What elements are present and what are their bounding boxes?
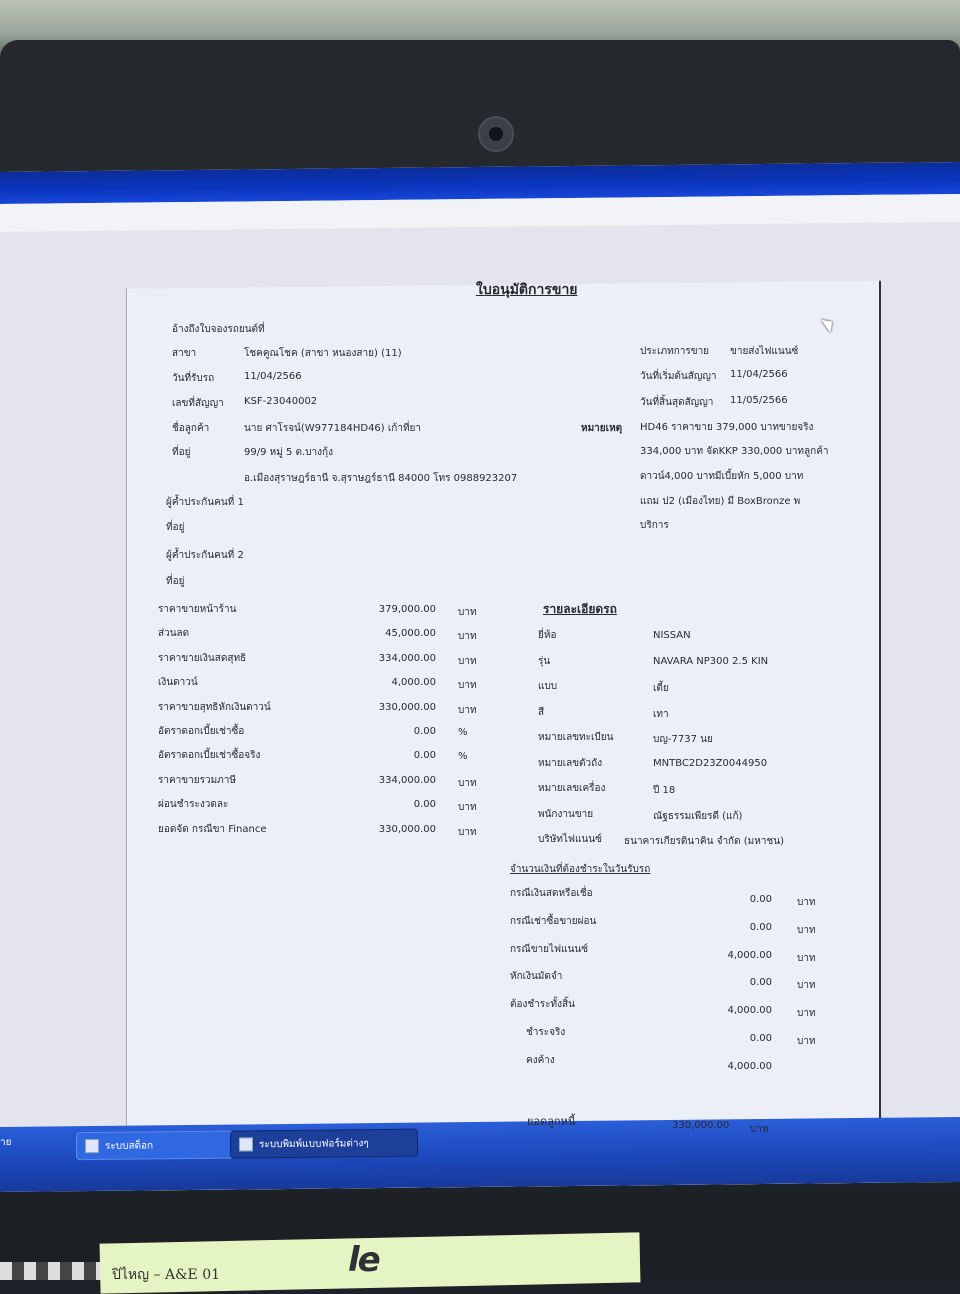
payment-amount: 0.00 (749, 921, 772, 933)
remark-line: 334,000 บาท จัดKKP 330,000 บาทลูกค้า (640, 446, 829, 457)
vehicle-field-value: ธนาคารเกียรตินาคิน จำกัด (มหาชน) (624, 836, 785, 847)
payment-section-title: จำนวนเงินที่ต้องชำระในวันรับรถ (510, 864, 651, 875)
contract-field-label: ประเภทการขาย (640, 346, 710, 357)
net-debt-unit: บาท (750, 1124, 769, 1135)
pricing-unit: บาท (458, 680, 477, 692)
pricing-amount: 0.00 (413, 726, 436, 737)
payment-label: ชำระจริง (526, 1027, 566, 1038)
remark-line: บริการ (640, 520, 669, 531)
pricing-label: อัตราดอกเบี้ยเช่าซื้อ (158, 726, 245, 737)
vehicle-field-value: บญ-7737 นย (653, 734, 713, 745)
pricing-amount: 45,000.00 (385, 628, 436, 640)
payment-amount: 4,000.00 (727, 1060, 772, 1072)
payment-unit: บาท (797, 924, 816, 936)
pricing-label: อัตราดอกเบี้ยเช่าซื้อจริง (158, 750, 261, 762)
header-field-value: อ.เมืองสุราษฎร์ธานี จ.สุราษฎร์ธานี 84000 โทร 0988923207 (244, 473, 518, 484)
payment-unit: บาท (797, 980, 816, 992)
vehicle-field-label: แบบ (538, 681, 558, 692)
payment-amount: 4,000.00 (727, 1005, 772, 1017)
guarantor-line: ผู้ค้ำประกันคนที่ 2 (166, 550, 244, 561)
payment-label: ต้องชำระทั้งสิ้น (510, 999, 575, 1011)
remark-line: ดาวน์4,000 บาทมีเบี้ยหัก 5,000 บาท (640, 471, 804, 482)
vehicle-field-label: รุ่น (538, 655, 551, 667)
monitor-bezel-top (0, 40, 960, 175)
vehicle-field-label: พนักงานขาย (538, 808, 594, 820)
booking-reference-label: อ้างถึงใบจองรถยนต์ที่ (172, 324, 265, 335)
payment-unit: บาท (797, 1008, 816, 1020)
contract-field-label: วันที่เริ่มต้นสัญญา (640, 371, 717, 382)
remark-line: HD46 ราคาขาย 379,000 บาทขายจริง (640, 422, 814, 433)
guarantor-line: ผู้ค้ำประกันคนที่ 1 (166, 497, 244, 508)
pricing-unit: บาท (458, 802, 477, 814)
payment-label: กรณีเงินสดหรือเชื่อ (510, 888, 593, 899)
payment-amount: 0.00 (749, 1033, 772, 1044)
payment-label: หักเงินมัดจำ (510, 971, 563, 983)
vehicle-field-value: MNTBC2D23Z0044950 (653, 757, 768, 769)
remark-line: แถม ป2 (เมืองไทย) มี BoxBronze พ (640, 496, 801, 507)
header-field-value: 99/9 หมู่ 5 ต.บางกุ้ง (244, 447, 333, 458)
pricing-amount: 330,000.00 (378, 823, 436, 835)
print-preview-area[interactable] (0, 222, 960, 1127)
vehicle-field-label: หมายเลขตัวถัง (538, 757, 603, 769)
pricing-amount: 330,000.00 (378, 701, 436, 713)
contract-field-value: 11/05/2566 (730, 395, 788, 406)
pricing-amount: 334,000.00 (378, 774, 436, 786)
monitor-brand-logo: le (348, 1240, 379, 1280)
vehicle-field-value: ปี 18 (653, 785, 676, 796)
payment-amount: 0.00 (749, 894, 772, 905)
pricing-amount: 334,000.00 (378, 652, 436, 664)
pricing-label: ราคาขายสุทธิหักเงินดาวน์ (158, 701, 271, 713)
pricing-label: ราคาขายหน้าร้าน (158, 604, 237, 615)
vehicle-field-label: หมายเลขเครื่อง (538, 783, 606, 794)
vehicle-field-label: บริษัทไฟแนนซ์ (538, 834, 602, 845)
pricing-label: ราคาขายเงินสดสุทธิ (158, 652, 247, 664)
vehicle-field-label: ยี่ห้อ (538, 630, 557, 641)
checkered-sticker (0, 1262, 110, 1280)
payment-label: กรณีขายไฟแนนซ์ (510, 943, 589, 955)
header-field-label: ที่อยู่ (172, 447, 191, 458)
pricing-label: ราคาขายรวมภาษี (158, 774, 236, 786)
taskbar-window-stock[interactable] (76, 1131, 234, 1161)
document-icon (239, 1137, 253, 1151)
header-field-label: วันที่รับรถ (172, 373, 215, 384)
pricing-unit: บาท (458, 704, 477, 716)
pricing-amount: 4,000.00 (391, 677, 436, 689)
contract-field-value: ขายส่งไฟแนนซ์ (730, 346, 799, 357)
payment-label: กรณีเช่าซื้อขายผ่อน (510, 915, 597, 927)
header-field-value: โชคคูณโชค (สาขา หนองสาย) (11) (244, 348, 402, 359)
vehicle-field-label: หมายเลขทะเบียน (538, 732, 614, 743)
header-field-label: สาขา (172, 348, 197, 359)
vehicle-section-title: รายละเอียดรถ (543, 602, 617, 616)
contract-field-value: 11/04/2566 (730, 369, 788, 380)
pricing-unit: % (458, 751, 468, 763)
pricing-unit: บาท (458, 777, 477, 789)
pricing-label: ยอดจัด กรณีขา Finance (158, 823, 267, 835)
vehicle-field-label: สี (538, 706, 545, 718)
header-field-label: ชื่อลูกค้า (172, 423, 210, 434)
vehicle-field-value: ณัฐธรรมเพียรดี (แก้) (653, 810, 743, 822)
guarantor-line: ที่อยู่ (166, 522, 185, 533)
taskbar-left-fragment[interactable]: าย (0, 1136, 12, 1148)
pricing-unit: บาท (458, 826, 477, 838)
payment-label: คงค้าง (526, 1054, 555, 1066)
pricing-label: ส่วนลด (158, 628, 190, 640)
contract-field-label: วันที่สิ้นสุดสัญญา (640, 397, 714, 408)
net-debt-amount: 330,000.00 (672, 1120, 730, 1131)
header-field-label: เลขที่สัญญา (172, 398, 224, 409)
header-field-value: นาย ศาโรจน์(W977184HD46) เก้าที่ยา (244, 423, 422, 434)
taskbar-window-label: ระบบพิมพ์แบบฟอร์มต่างๆ (259, 1137, 369, 1150)
payment-unit: บาท (797, 1036, 816, 1047)
payment-amount: 4,000.00 (727, 949, 772, 961)
pricing-amount: 0.00 (413, 750, 436, 762)
vehicle-field-value: NAVARA NP300 2.5 KIN (653, 655, 769, 667)
monitor-screen (0, 162, 960, 1192)
pricing-label: ผ่อนชำระงวดละ (158, 799, 229, 811)
pricing-unit: บาท (458, 631, 477, 643)
vehicle-field-value: NISSAN (653, 630, 691, 641)
vehicle-field-value: เตี้ย (653, 683, 669, 694)
remark-label: หมายเหตุ (581, 423, 623, 434)
vehicle-field-value: เทา (653, 708, 669, 720)
payment-unit: บาท (797, 952, 816, 964)
net-debt-label: ยอดลูกหนี้ (527, 1115, 576, 1128)
payment-unit: บาท (797, 897, 816, 908)
header-field-value: 11/04/2566 (244, 371, 302, 382)
sticky-note-text: ปิไหญ – A&E 01 (112, 1267, 221, 1283)
payment-amount: 0.00 (749, 977, 772, 989)
document-title: ใบอนุมัติการขาย (476, 282, 578, 298)
pricing-amount: 379,000.00 (378, 604, 436, 615)
pricing-unit: % (458, 727, 468, 738)
pricing-amount: 0.00 (413, 799, 436, 811)
webcam-icon (478, 116, 514, 152)
header-field-value: KSF-23040002 (244, 396, 318, 407)
taskbar (0, 1117, 960, 1192)
taskbar-window-label: ระบบสต็อก (105, 1139, 154, 1152)
guarantor-line: ที่อยู่ (166, 576, 185, 587)
pricing-unit: บาท (458, 607, 477, 618)
app-icon (85, 1139, 99, 1153)
taskbar-window-print-forms[interactable] (230, 1129, 418, 1159)
pricing-unit: บาท (458, 655, 477, 667)
pricing-label: เงินดาวน์ (158, 677, 198, 689)
